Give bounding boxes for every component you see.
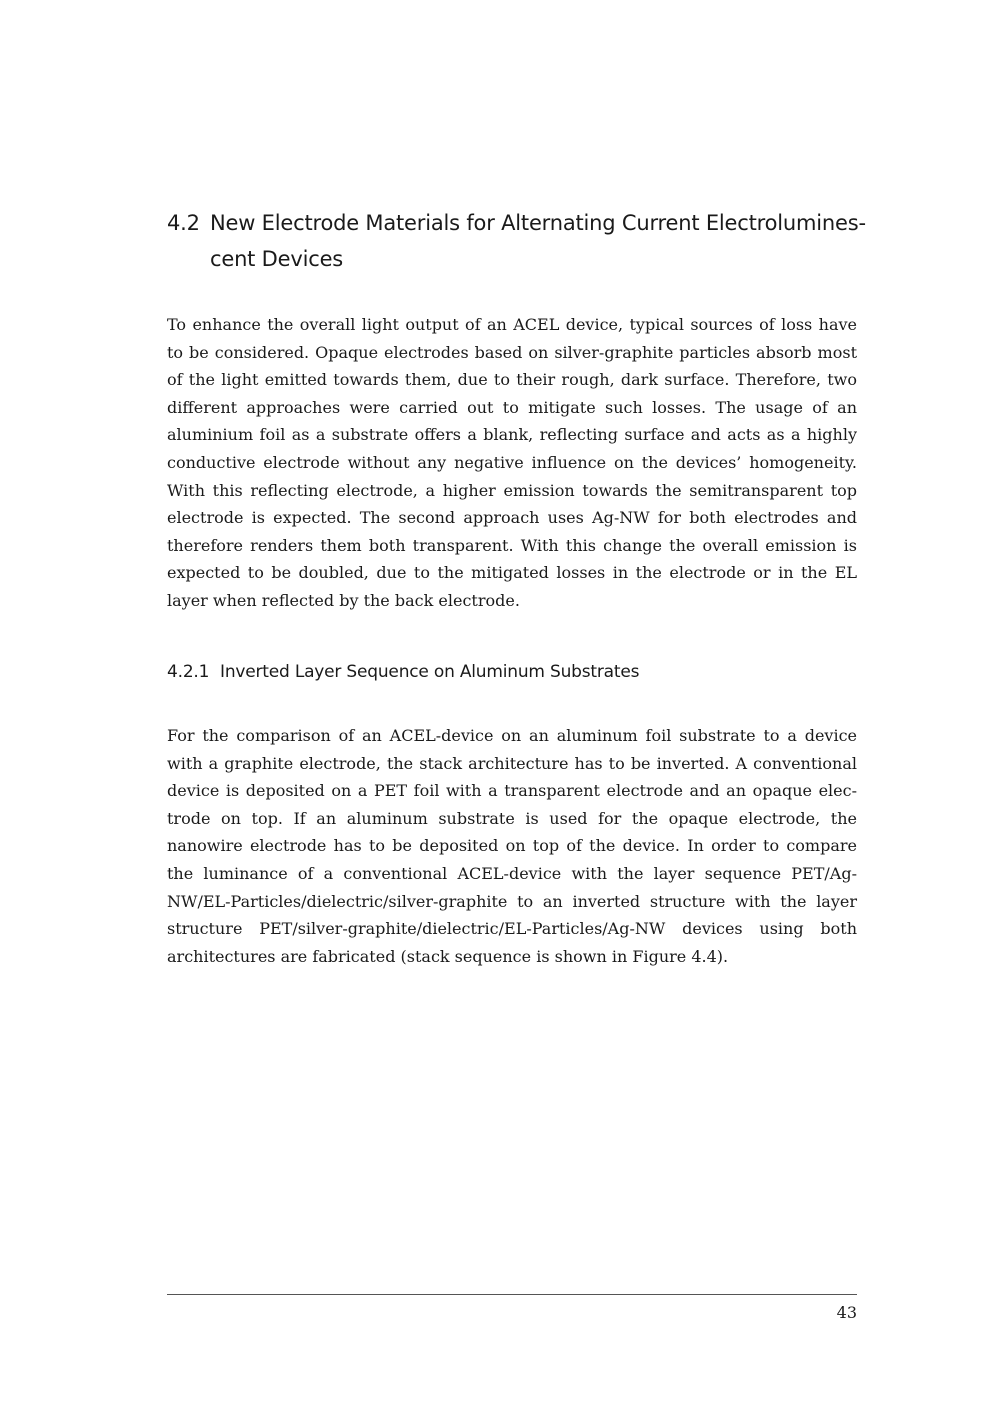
section-title-line1: New Electrode Materials for Alternating Current Electrolumines-: [210, 211, 866, 235]
page-number: 43: [836, 1303, 857, 1322]
footer-rule: [167, 1294, 857, 1295]
subsection-number: 4.2.1: [167, 662, 210, 682]
section-title-line2: cent Devices: [210, 247, 344, 271]
paragraph-intro: To enhance the overall light output of an ACEL device, typical sources of loss have to be considered. Opaque electrodes based on silver-graphite particles absorb most of the light emitted towards them, due to their rough, dark surface. Therefore, two different approaches were carried out to mitigate such losses. The usage of an aluminium foil as a substrate offers a blank, reflecting surface and acts as a highly conductive electrode without any negative influence on the devices’ homogeneity. With this reflecting electrode, a higher emission towards the semitransparent top electrode is expected. The second approach uses Ag-NW for both electrodes and therefore renders them both transparent. With this change the overall emission is expected to be doubled, due to the mitigated losses in the electrode or in the EL layer when reflected by the back electrode.: [167, 315, 857, 610]
paragraph-inverted-layer: For the comparison of an ACEL-device on an aluminum foil substrate to a device with a graphite electrode, the stack architecture has to be inverted. A conventional device is deposited on a PET foil with a transparent electrode and an opaque electrode on top. If an aluminum substrate is used for the opaque electrode, the nanowire electrode has to be deposited on top of the device. In order to compare the luminance of a conventional ACEL-device with the layer sequence PET/Ag-NW/EL-​Particles/dielectric/silver-graphite to an inverted structure with the layer structure PET/silver-graphite/dielectric/EL-Particles/Ag-NW devices using both architectures are fabricated (stack sequence is shown in Figure 4.4).: [167, 726, 857, 966]
subsection-heading: [167, 659, 857, 685]
subsection-title: Inverted Layer Sequence on Aluminum Substrates: [220, 662, 640, 682]
section-heading: [167, 205, 867, 277]
section-number: 4.2: [167, 211, 200, 235]
